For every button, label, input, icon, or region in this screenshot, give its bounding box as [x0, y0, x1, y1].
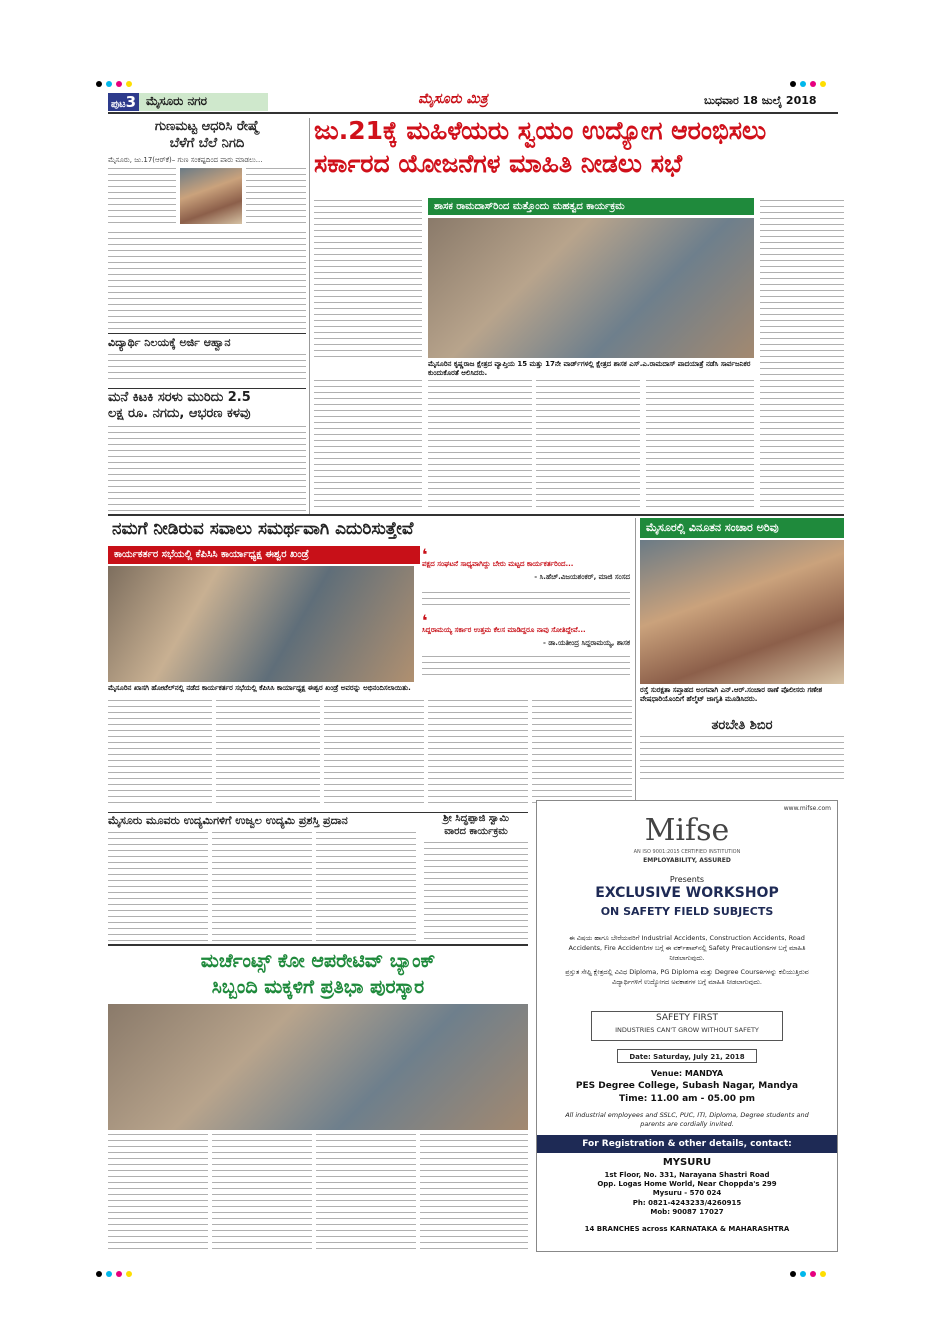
subhead-main: ಶಾಸಕ ರಾಮದಾಸ್‌ರಿಂದ ಮತ್ತೊಂದು ಮಹತ್ವದ ಕಾರ್ಯಕ್ರಮ — [428, 198, 754, 215]
text-block — [108, 700, 212, 808]
portrait-photo — [180, 168, 242, 224]
ad-safety-box — [591, 1011, 783, 1041]
divider — [108, 514, 844, 516]
text-block — [422, 592, 630, 606]
text-block — [420, 1134, 528, 1252]
story-theft — [108, 390, 306, 422]
bank-group-photo — [108, 1004, 528, 1130]
main-photo-caption: ಮೈಸೂರಿನ ಕೃಷ್ಣರಾಜ ಕ್ಷೇತ್ರದ ವ್ಯಾಪ್ತಿಯ 15 ಮತ್ತು 17ನೇ ವಾರ್ಡ್‌ಗಳಲ್ಲಿ ಕ್ಷೇತ್ರದ ಶಾಸಕ ಎಸ್.ಎ.ರಾಮದಾಸ್ ಪಾದಯಾತ್ರೆ ನಡೆಸಿ ಸಾರ್ವಜನಿಕರ ಕುಂದುಕೊರತೆ ಆಲಿಸಿದರು. — [428, 360, 751, 377]
column-rule — [635, 518, 636, 814]
ad-logo: Mifse — [644, 813, 730, 848]
ad-address-3: Mysuru - 570 024 — [652, 1189, 722, 1197]
story-hostel — [108, 336, 306, 350]
helmet-photo — [640, 540, 844, 684]
ad-branches: 14 BRANCHES across KARNATAKA & MAHARASHTRA — [584, 1225, 790, 1233]
section-title: ಮೈಸೂರು ನಗರ — [146, 94, 208, 108]
headline-helmet: ಮೈಸೂರಲ್ಲಿ ವಿನೂತನ ಸಂಚಾರ ಅರಿವು — [640, 518, 844, 538]
ad-contact-bar: For Registration & other details, contact: — [537, 1135, 837, 1153]
divider — [108, 388, 306, 389]
text-block — [108, 1134, 208, 1252]
masthead: ಮೈಸೂರು ಮಿತ್ರ — [418, 91, 488, 107]
registration-dots-bottom — [96, 1262, 136, 1281]
quote-1-attribution: - ಸಿ.ಹೆಚ್.ವಿಜಯಶಂಕರ್, ಮಾಜಿ ಸಂಸದ — [534, 573, 630, 581]
text-block — [640, 736, 844, 784]
divider — [108, 333, 306, 334]
text-block — [108, 832, 208, 942]
headline-silk-1: ಗುಣಮಟ್ಟ ಆಧರಿಸಿ ರೇಷ್ಮೆ — [154, 119, 260, 134]
quote-mark-icon: ❛ — [422, 611, 428, 630]
quote-box-2 — [422, 611, 630, 648]
headline-hostel: ವಿದ್ಯಾರ್ಥಿ ನಿಲಯಕ್ಕೆ ಅರ್ಜಿ ಆಹ್ವಾನ — [108, 336, 231, 349]
headline-khandre: ನಮಗೆ ನೀಡಿರುವ ಸವಾಲು ಸಮರ್ಥವಾಗಿ ಎದುರಿಸುತ್ತೇವೆ — [112, 519, 414, 539]
headline-bank-2: ಸಿಬ್ಬಂದಿ ಮಕ್ಕಳಿಗೆ ಪ್ರತಿಭಾ ಪುರಸ್ಕಾರ — [211, 976, 425, 998]
subhead-khandre: ಕಾರ್ಯಕರ್ತರ ಸಭೆಯಲ್ಲಿ ಕೆಪಿಸಿಸಿ ಕಾರ್ಯಾಧ್ಯಕ್ಷ ಈಶ್ವರ ಖಂಡ್ರೆ — [108, 546, 420, 564]
ad-presents: Presents — [669, 875, 705, 884]
ad-venue-label: Venue: MANDYA — [650, 1069, 724, 1078]
main-photo — [428, 218, 754, 358]
text-block — [536, 380, 640, 512]
khandre-photo — [108, 566, 414, 682]
headline-entrepreneurs: ಮೈಸೂರು ಮೂವರು ಉದ್ಯಮಿಗಳಿಗೆ ಉಜ್ವಲ ಉದ್ಯಮಿ ಪ್ರಶಸ್ತಿ ಪ್ರದಾನ — [108, 814, 348, 827]
text-block — [314, 380, 422, 512]
body-silk: ಮೈಸೂರು, ಜು.17(ಆರ್‌ಕೆ)– ಗುಣ ಸಂಕಷ್ಟದಿಂದ ಪಾರು ಮಾಡಲು... — [108, 156, 263, 164]
quote-1: ಪಕ್ಷದ ಸಂಘಟನೆ ಸಾಧ್ಯವಾಗಿದ್ದು ಬೇರು ಮಟ್ಟದ ಕಾರ್ಯಕರ್ತರಿಂದ... — [422, 560, 574, 568]
story-merchants-bank — [108, 948, 528, 1000]
issue-date: ಬುಧವಾರ 18 ಜುಲೈ 2018 — [704, 94, 817, 107]
column-rule — [309, 118, 310, 514]
ad-url: www.mifse.com — [783, 805, 831, 812]
headline-theft-2: ಲಕ್ಷ ರೂ. ನಗದು, ಆಭರಣ ಕಳವು — [108, 406, 251, 421]
text-block — [316, 832, 416, 942]
ad-para-2: ಪ್ರಸ್ತುತ ಸೇಫ್ಟಿ ಕ್ಷೇತ್ರದಲ್ಲಿ ವಿವಿಧ Diploma, PG Diploma ಮತ್ತು Degree Courseಗಳನ್ನು ಕಲಿಯುತ್ತಿರುವ ವಿದ್ಯಾರ್ಥಿಗಳಿಗೆ ಉದ್ಯೋಗದ ಅವಕಾಶಗಳ ಬಗ್ಗೆ ಮಾಹಿತಿ ನೀಡಲಾಗುವುದು. — [565, 968, 809, 986]
text-block — [532, 700, 632, 808]
ad-invite: All industrial employees and SSLC, PUC, ITI, Diploma, Degree students and parents are cordially invited. — [565, 1111, 809, 1128]
text-block — [216, 700, 320, 808]
headline-main-2: ಸರ್ಕಾರದ ಯೋಜನೆಗಳ ಮಾಹಿತಿ ನೀಡಲು ಸಭೆ — [314, 149, 683, 178]
text-block — [324, 700, 424, 808]
ad-tagline: EMPLOYABILITY, ASSURED — [643, 857, 731, 864]
registration-dots-top — [96, 72, 136, 91]
quote-2-attribution: - ಡಾ.ಯತೀಂದ್ರ ಸಿದ್ದರಾಮಯ್ಯ, ಶಾಸಕ — [543, 639, 630, 647]
ad-city: MYSURU — [662, 1157, 712, 1168]
headline-silk-2: ಬೆಳೆಗೆ ಬೆಲೆ ನಿಗದಿ — [169, 136, 245, 151]
text-block — [428, 380, 532, 512]
headline-swamiji-2: ವಾರದ ಕಾರ್ಯಕ್ರಮ — [444, 826, 508, 837]
headline-bank-1: ಮರ್ಚೆಂಟ್ಸ್ ಕೋ ಆಪರೇಟಿವ್ ಬ್ಯಾಂಕ್ — [200, 950, 436, 972]
ad-address-1: 1st Floor, No. 331, Narayana Shastri Road — [604, 1171, 770, 1179]
text-block — [422, 656, 630, 676]
text-block — [212, 1134, 312, 1252]
quote-box-1 — [422, 545, 630, 582]
ad-phone: Ph: 0821-4243233/4260915 — [632, 1199, 742, 1207]
ad-box-line-1: SAFETY FIRST — [655, 1013, 719, 1023]
ad-box-line-2: INDUSTRIES CAN'T GROW WITHOUT SAFETY — [615, 1026, 759, 1034]
ad-time: Time: 11.00 am - 05.00 pm — [619, 1094, 755, 1104]
page-number-badge — [108, 93, 139, 111]
text-block — [314, 200, 422, 358]
registration-dots-bottom-right — [790, 1262, 830, 1281]
ad-para-1: ಈ ವಿಷಯ ಹಾಗೂ ಬೇರೆಯವರಿಗೆ Industrial Accidents, Construction Accidents, Road Accidents, Fire Accidentಗಳ ಬಗ್ಗೆ ಈ ವರ್ಕ್‌ಶಾಪ್‌ನಲ್ಲಿ Safety Precautionsಗಳ ಬಗ್ಗೆ ಮಾಹಿತಿ ನೀಡಲಾಗುವುದು. — [568, 934, 806, 962]
headline-swamiji-1: ಶ್ರೀ ಸಿದ್ಧಪ್ಪಾಜಿ ಸ್ವಾಮಿ — [443, 813, 509, 824]
text-block — [424, 842, 528, 942]
story-swamiji — [424, 812, 528, 838]
ad-title-1: EXCLUSIVE WORKSHOP — [595, 885, 779, 901]
story-silk-price — [108, 118, 306, 165]
headline-main-1: ಜು.21ಕ್ಕೆ ಮಹಿಳೆಯರು ಸ್ವಯಂ ಉದ್ಯೋಗ ಆರಂಭಿಸಲು — [314, 116, 767, 145]
ad-date: Date: Saturday, July 21, 2018 — [617, 1049, 757, 1063]
ad-venue-name: PES Degree College, Subash Nagar, Mandya — [575, 1081, 799, 1091]
section-header — [108, 93, 268, 111]
quote-2: ಸಿದ್ದರಾಮಯ್ಯ ಸರ್ಕಾರ ಉತ್ತಮ ಕೆಲಸ ಮಾಡಿದ್ದರೂ ನಾವು ಸೋತಿದ್ದೇವೆ... — [422, 626, 586, 634]
khandre-photo-caption: ಮೈಸೂರಿನ ಖಾಸಗಿ ಹೋಟೆಲ್‌ನಲ್ಲಿ ನಡೆದ ಕಾರ್ಯಕರ್ತರ ಸಭೆಯಲ್ಲಿ ಕೆಪಿಸಿಸಿ ಕಾರ್ಯಾಧ್ಯಕ್ಷ ಈಶ್ವರ ಖಂಡ್ರೆ ಅವರನ್ನು ಅಭಿನಂದಿಸಲಾಯಿತು. — [108, 684, 411, 692]
helmet-photo-caption: ರಸ್ತೆ ಸುರಕ್ಷತಾ ಸಪ್ತಾಹದ ಅಂಗವಾಗಿ ಎನ್.ಆರ್.ಸಂಚಾರ ಠಾಣೆ ಪೊಲೀಸರು ಗಣೇಶ ವೇಷಧಾರಿಯೊಂದಿಗೆ ಹೆಲ್ಮೆಟ್ ಜಾಗೃತಿ ಮೂಡಿಸಿದರು. — [640, 686, 823, 703]
text-block — [108, 168, 176, 228]
quote-mark-icon: ❛ — [422, 545, 428, 564]
text-block — [646, 380, 754, 512]
ad-title-2: ON SAFETY FIELD SUBJECTS — [600, 905, 774, 918]
ad-address-2: Opp. Logas Home World, Near Choppda's 299 — [597, 1180, 777, 1188]
divider — [108, 944, 528, 946]
story-main — [314, 114, 844, 180]
text-block — [108, 232, 306, 330]
text-block — [316, 1134, 416, 1252]
page-number: 3 — [125, 93, 137, 111]
ad-mobile: Mob: 90087 17027 — [650, 1208, 724, 1216]
text-block — [108, 426, 306, 512]
text-block — [428, 700, 528, 808]
page-number-prefix: ಪುಟ — [111, 99, 126, 110]
text-block — [760, 200, 844, 512]
text-block — [246, 168, 306, 228]
text-block — [108, 354, 306, 384]
registration-dots-top-right — [790, 72, 830, 91]
headline-theft-1: ಮನೆ ಕಿಟಕಿ ಸರಳು ಮುರಿದು 2.5 — [108, 390, 251, 405]
headline-training: ತರಬೇತಿ ಶಿಬಿರ — [711, 718, 773, 733]
ad-iso: AN ISO 9001:2015 CERTIFIED INSTITUTION — [633, 849, 741, 855]
text-block — [212, 832, 312, 942]
advertisement — [536, 800, 838, 1252]
